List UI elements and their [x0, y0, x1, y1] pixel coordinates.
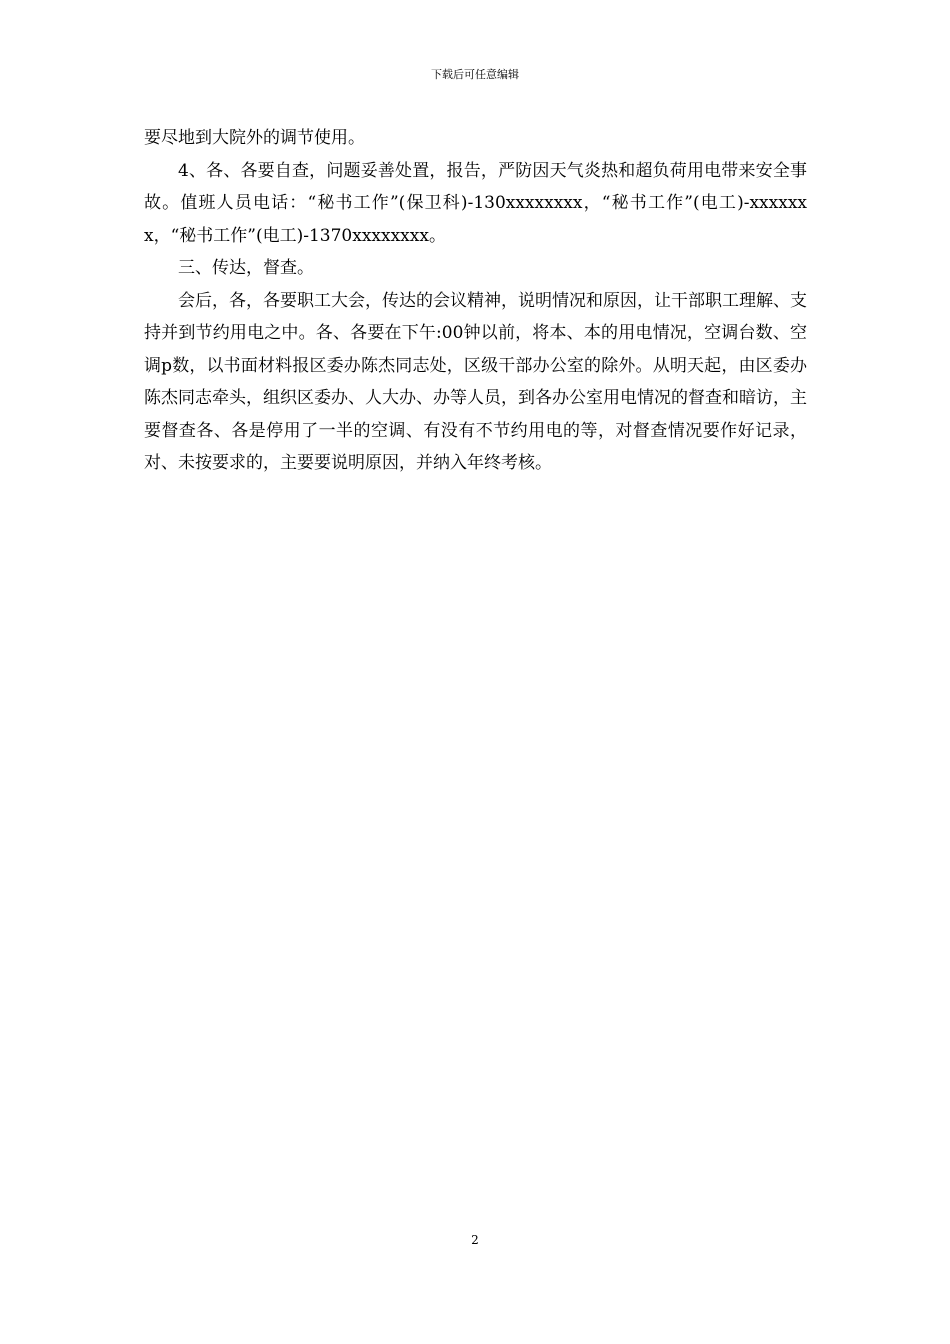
paragraph-1: 要尽地到大院外的调节使用。	[144, 128, 365, 148]
paragraph-2: 4、各、各要自查，问题妥善处置，报告，严防因天气炎热和超负荷用电带来安全事故。值班人员电话：“秘书工作”(保卫科)-130xxxxxxxx，“秘书工作”(电工)-xxxxxxx，“秘书工作”(电工)-1370xxxxxxxx。	[144, 160, 807, 246]
document-body	[144, 122, 807, 480]
page-number: 2	[471, 1233, 479, 1247]
section-heading: 三、传达，督查。	[178, 258, 314, 278]
page-header: 下载后可任意编辑	[431, 68, 519, 81]
paragraph-3: 会后，各，各要职工大会，传达的会议精神，说明情况和原因，让干部职工理解、支持并到节约用电之中。各、各要在下午:00钟以前，将本、本的用电情况，空调台数、空调p数，以书面材料报区委办陈杰同志处，区级干部办公室的除外。从明天起，由区委办陈杰同志牵头，组织区委办、人大办、办等人员，到各办公室用电情况的督查和暗访，主要督查各、各是停用了一半的空调、有没有不节约用电的等，对督查情况要作好记录，对、未按要求的，主要要说明原因，并纳入年终考核。	[144, 290, 807, 473]
